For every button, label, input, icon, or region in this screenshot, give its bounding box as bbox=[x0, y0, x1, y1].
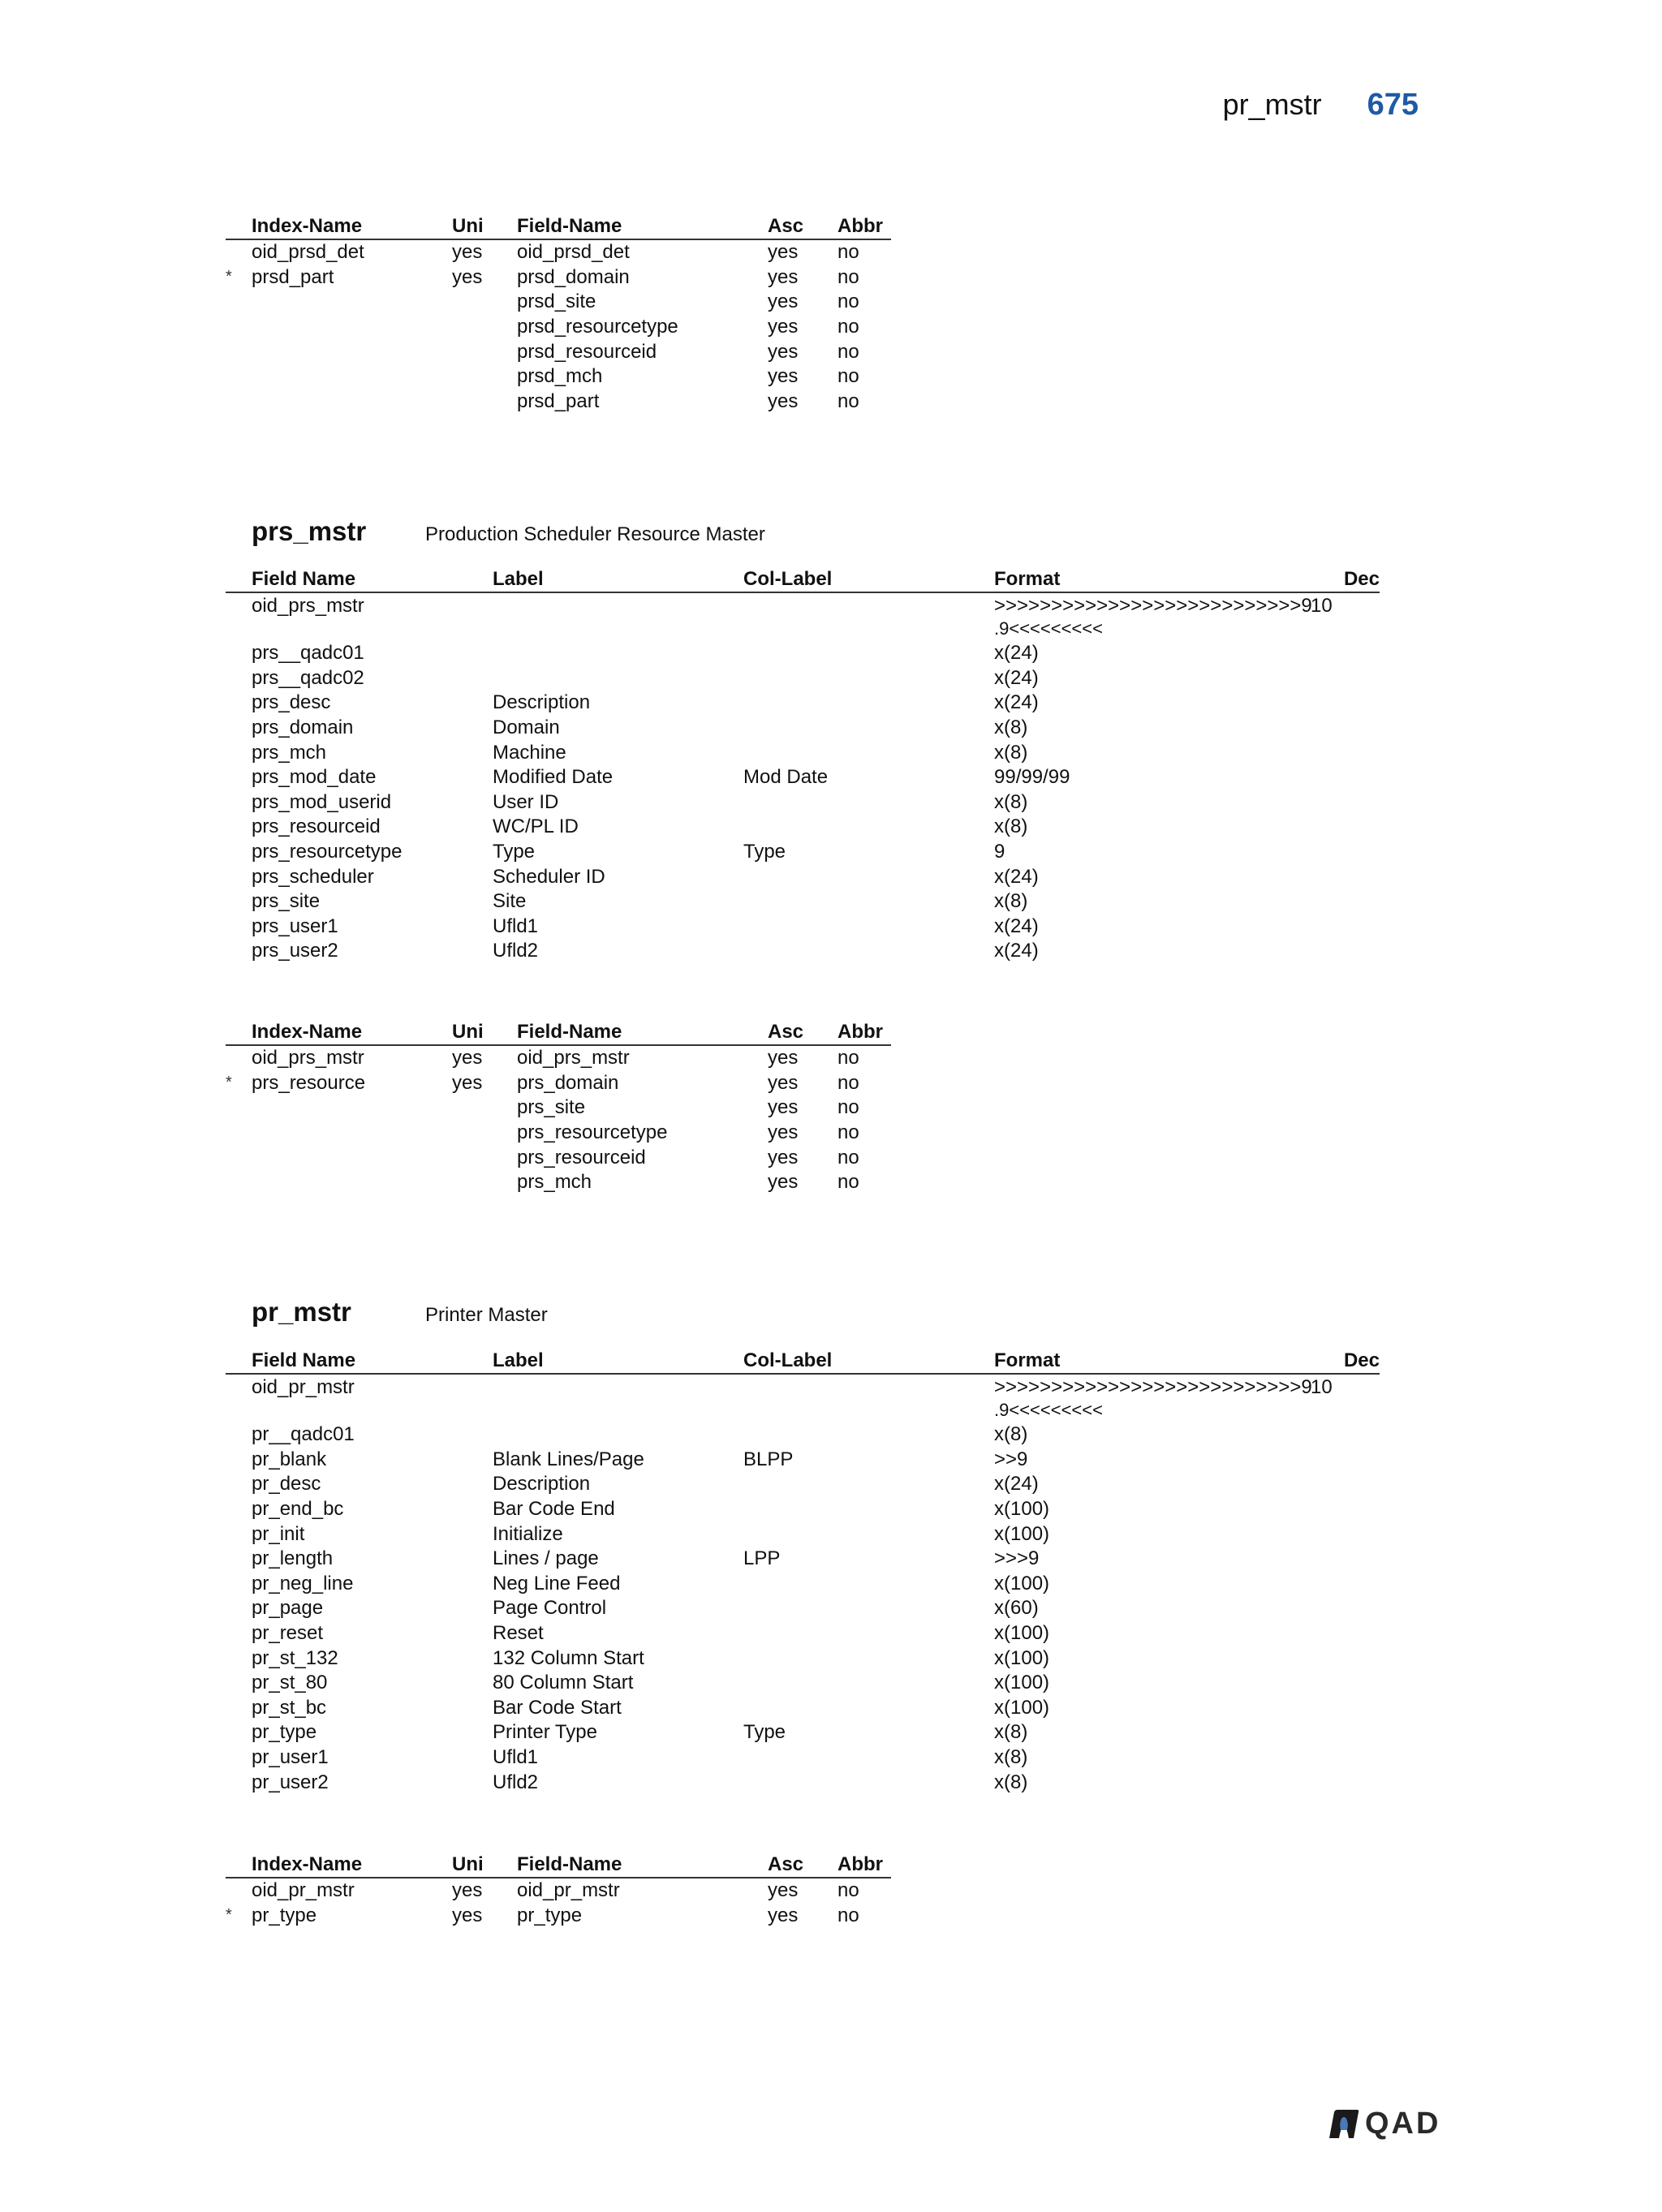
field-name: pr_type bbox=[252, 1721, 317, 1744]
field-format bbox=[994, 595, 1311, 640]
abbreviated-flag: no bbox=[837, 241, 859, 264]
field-row bbox=[226, 765, 1380, 790]
field-format: x(8) bbox=[994, 717, 1028, 739]
index-row bbox=[226, 240, 891, 265]
field-row bbox=[226, 939, 1380, 964]
field-format: x(8) bbox=[994, 1721, 1028, 1744]
field-label: Page Control bbox=[493, 1597, 607, 1620]
index-field-name: prsd_domain bbox=[517, 265, 630, 288]
column-label: Type bbox=[743, 1721, 786, 1744]
prs-index-table bbox=[226, 1018, 891, 1195]
field-format: x(8) bbox=[994, 790, 1028, 813]
column-header: Abbr bbox=[837, 1021, 883, 1043]
field-row bbox=[226, 1422, 1380, 1448]
field-name: pr_desc bbox=[252, 1473, 321, 1495]
column-header: Index-Name bbox=[252, 1021, 363, 1043]
field-row bbox=[226, 641, 1380, 666]
field-format: x(100) bbox=[994, 1672, 1050, 1694]
field-row bbox=[226, 1547, 1380, 1572]
field-row bbox=[226, 1472, 1380, 1497]
field-row bbox=[226, 840, 1380, 865]
ascending-flag: yes bbox=[768, 1096, 799, 1119]
field-name: pr_page bbox=[252, 1597, 324, 1620]
field-format: 99/99/99 bbox=[994, 766, 1070, 789]
field-row bbox=[226, 1671, 1380, 1696]
field-format: x(100) bbox=[994, 1498, 1050, 1521]
field-label: Bar Code Start bbox=[493, 1696, 622, 1719]
index-row bbox=[226, 265, 891, 290]
unique-flag: yes bbox=[452, 1047, 483, 1069]
field-name: pr_blank bbox=[252, 1448, 327, 1470]
field-name: prs_domain bbox=[252, 717, 354, 739]
page-number: 675 bbox=[1367, 88, 1419, 122]
column-header: Asc bbox=[768, 1853, 804, 1875]
field-name: prs_desc bbox=[252, 691, 331, 714]
ascending-flag: yes bbox=[768, 365, 799, 388]
format-line: .9<<<<<<<<< bbox=[994, 618, 1103, 639]
index-row bbox=[226, 1904, 891, 1929]
ascending-flag: yes bbox=[768, 290, 799, 313]
column-header: Abbr bbox=[837, 1853, 883, 1875]
field-row bbox=[226, 790, 1380, 816]
column-header: Field Name bbox=[252, 568, 356, 590]
field-label: Description bbox=[493, 691, 591, 714]
column-label: Mod Date bbox=[743, 766, 829, 789]
field-format: x(8) bbox=[994, 1746, 1028, 1769]
field-row bbox=[226, 1621, 1380, 1646]
field-row bbox=[226, 889, 1380, 914]
column-header: Uni bbox=[452, 1021, 484, 1043]
column-header: Field Name bbox=[252, 1349, 356, 1371]
unique-flag: yes bbox=[452, 1071, 483, 1094]
abbreviated-flag: no bbox=[837, 1879, 859, 1902]
ascending-flag: yes bbox=[768, 316, 799, 338]
field-name: pr_st_80 bbox=[252, 1672, 328, 1694]
primary-index-marker: * bbox=[226, 1074, 232, 1092]
ascending-flag: yes bbox=[768, 241, 799, 264]
qad-logo bbox=[1328, 2107, 1440, 2141]
field-format bbox=[994, 1376, 1311, 1422]
column-header: Dec bbox=[1343, 568, 1380, 590]
field-format: x(24) bbox=[994, 865, 1039, 888]
field-row bbox=[226, 1596, 1380, 1621]
abbreviated-flag: no bbox=[837, 340, 859, 363]
index-row bbox=[226, 339, 891, 364]
index-field-name: prsd_resourceid bbox=[517, 340, 657, 363]
index-row bbox=[226, 315, 891, 340]
field-label: Printer Type bbox=[493, 1721, 597, 1744]
field-name: prs_mod_date bbox=[252, 766, 377, 789]
field-row bbox=[226, 1646, 1380, 1671]
field-header-row bbox=[226, 1347, 1380, 1375]
primary-index-marker: * bbox=[226, 268, 232, 286]
abbreviated-flag: no bbox=[837, 1904, 859, 1926]
index-row bbox=[226, 1170, 891, 1195]
ascending-flag: yes bbox=[768, 1121, 799, 1144]
index-row bbox=[226, 389, 891, 415]
table-name: pr_mstr bbox=[252, 1297, 351, 1327]
abbreviated-flag: no bbox=[837, 1171, 859, 1194]
column-header: Format bbox=[994, 1349, 1061, 1371]
field-name: prs_resourcetype bbox=[252, 841, 403, 863]
index-name: oid_pr_mstr bbox=[252, 1879, 355, 1902]
column-label: Type bbox=[743, 841, 786, 863]
field-name: prs_user2 bbox=[252, 940, 338, 962]
field-row bbox=[226, 914, 1380, 940]
field-format: >>>9 bbox=[994, 1547, 1040, 1570]
field-name: prs_site bbox=[252, 890, 321, 913]
ascending-flag: yes bbox=[768, 1904, 799, 1926]
field-row bbox=[226, 1375, 1380, 1422]
abbreviated-flag: no bbox=[837, 389, 859, 412]
prs-field-table bbox=[226, 566, 1380, 964]
abbreviated-flag: no bbox=[837, 1096, 859, 1119]
field-row bbox=[226, 593, 1380, 641]
field-label: Reset bbox=[493, 1622, 544, 1645]
column-header: Uni bbox=[452, 1853, 484, 1875]
column-header: Format bbox=[994, 568, 1061, 590]
abbreviated-flag: no bbox=[837, 1121, 859, 1144]
index-name: prs_resource bbox=[252, 1071, 366, 1094]
ascending-flag: yes bbox=[768, 340, 799, 363]
field-label: Ufld1 bbox=[493, 914, 539, 937]
field-format: x(24) bbox=[994, 642, 1039, 665]
field-format: x(24) bbox=[994, 940, 1039, 962]
header-title: pr_mstr bbox=[1222, 88, 1322, 121]
logo-text: QAD bbox=[1365, 2107, 1441, 2141]
column-header: Index-Name bbox=[252, 1853, 363, 1875]
field-row bbox=[226, 1770, 1380, 1795]
ascending-flag: yes bbox=[768, 389, 799, 412]
column-header: Col-Label bbox=[743, 568, 833, 590]
index-field-name: oid_prs_mstr bbox=[517, 1047, 630, 1069]
field-name: pr_length bbox=[252, 1547, 334, 1570]
field-name: pr_end_bc bbox=[252, 1498, 344, 1521]
field-label: Ufld2 bbox=[493, 940, 539, 962]
index-name: pr_type bbox=[252, 1904, 317, 1926]
index-name: prsd_part bbox=[252, 265, 334, 288]
index-field-name: oid_prsd_det bbox=[517, 241, 630, 264]
field-row bbox=[226, 1448, 1380, 1473]
format-line: >>>>>>>>>>>>>>>>>>>>>>>>>>>9 bbox=[994, 595, 1312, 617]
field-name: pr__qadc01 bbox=[252, 1423, 355, 1446]
column-header: Field-Name bbox=[517, 1853, 622, 1875]
index-name: oid_prsd_det bbox=[252, 241, 364, 264]
field-row bbox=[226, 1497, 1380, 1522]
index-field-name: prs_domain bbox=[517, 1071, 619, 1094]
column-label: LPP bbox=[743, 1547, 781, 1570]
field-row bbox=[226, 691, 1380, 716]
field-format: >>9 bbox=[994, 1448, 1028, 1470]
index-row bbox=[226, 1046, 891, 1071]
field-format: x(24) bbox=[994, 691, 1039, 714]
index-row bbox=[226, 1121, 891, 1146]
index-row bbox=[226, 1095, 891, 1121]
table-description: Production Scheduler Resource Master bbox=[425, 523, 765, 545]
column-header: Field-Name bbox=[517, 1021, 622, 1043]
pr-index-table bbox=[226, 1851, 891, 1928]
format-line: .9<<<<<<<<< bbox=[994, 1400, 1103, 1420]
field-label: Site bbox=[493, 890, 527, 913]
field-name: prs_mch bbox=[252, 741, 327, 764]
field-label: 132 Column Start bbox=[493, 1646, 644, 1669]
primary-index-marker: * bbox=[226, 1906, 232, 1925]
column-header: Asc bbox=[768, 215, 804, 237]
field-format: x(100) bbox=[994, 1622, 1050, 1645]
field-name: prs_user1 bbox=[252, 914, 338, 937]
field-format: x(100) bbox=[994, 1572, 1050, 1594]
index-name: oid_prs_mstr bbox=[252, 1047, 364, 1069]
column-header: Field-Name bbox=[517, 215, 622, 237]
index-header-row bbox=[226, 1018, 891, 1046]
ascending-flag: yes bbox=[768, 1047, 799, 1069]
field-label: WC/PL ID bbox=[493, 816, 579, 838]
field-label: User ID bbox=[493, 790, 559, 813]
index-row bbox=[226, 1878, 891, 1904]
unique-flag: yes bbox=[452, 265, 483, 288]
field-label: Neg Line Feed bbox=[493, 1572, 621, 1594]
index-field-name: prs_site bbox=[517, 1096, 586, 1119]
field-name: prs__qadc02 bbox=[252, 666, 364, 689]
field-format: x(100) bbox=[994, 1522, 1050, 1545]
format-line: >>>>>>>>>>>>>>>>>>>>>>>>>>>9 bbox=[994, 1376, 1312, 1398]
column-label: BLPP bbox=[743, 1448, 794, 1470]
index-header-row bbox=[226, 1851, 891, 1878]
field-row bbox=[226, 1745, 1380, 1771]
field-format: x(100) bbox=[994, 1696, 1050, 1719]
field-label: Ufld1 bbox=[493, 1746, 539, 1769]
field-name: pr_neg_line bbox=[252, 1572, 354, 1594]
field-name: pr_init bbox=[252, 1522, 305, 1545]
field-format: x(24) bbox=[994, 1473, 1039, 1495]
index-field-name: prsd_mch bbox=[517, 365, 603, 388]
index-field-name: prsd_site bbox=[517, 290, 596, 313]
qad-logo-icon bbox=[1328, 2109, 1360, 2140]
field-format: x(8) bbox=[994, 1771, 1028, 1793]
field-name: prs_scheduler bbox=[252, 865, 374, 888]
field-format: x(100) bbox=[994, 1646, 1050, 1669]
field-row bbox=[226, 864, 1380, 889]
field-name: pr_reset bbox=[252, 1622, 324, 1645]
abbreviated-flag: no bbox=[837, 265, 859, 288]
field-label: Scheduler ID bbox=[493, 865, 605, 888]
table-name: prs_mstr bbox=[252, 516, 367, 546]
field-row bbox=[226, 666, 1380, 691]
index-row bbox=[226, 1071, 891, 1096]
field-name: pr_user1 bbox=[252, 1746, 329, 1769]
ascending-flag: yes bbox=[768, 1146, 799, 1168]
unique-flag: yes bbox=[452, 241, 483, 264]
field-label: Modified Date bbox=[493, 766, 614, 789]
ascending-flag: yes bbox=[768, 1879, 799, 1902]
field-name: prs_mod_userid bbox=[252, 790, 392, 813]
index-field-name: prs_resourceid bbox=[517, 1146, 646, 1168]
column-header: Uni bbox=[452, 215, 484, 237]
ascending-flag: yes bbox=[768, 1171, 799, 1194]
field-header-row bbox=[226, 566, 1380, 593]
index-field-name: prs_mch bbox=[517, 1171, 592, 1194]
field-label: 80 Column Start bbox=[493, 1672, 634, 1694]
index-field-name: prs_resourcetype bbox=[517, 1121, 668, 1144]
field-row bbox=[226, 815, 1380, 840]
field-name: pr_user2 bbox=[252, 1771, 329, 1793]
pr-field-table bbox=[226, 1347, 1380, 1795]
ascending-flag: yes bbox=[768, 265, 799, 288]
field-row bbox=[226, 1521, 1380, 1547]
abbreviated-flag: no bbox=[837, 316, 859, 338]
field-row bbox=[226, 740, 1380, 765]
abbreviated-flag: no bbox=[837, 290, 859, 313]
field-label: Machine bbox=[493, 741, 566, 764]
field-label: Ufld2 bbox=[493, 1771, 539, 1793]
field-format: x(24) bbox=[994, 914, 1039, 937]
field-label: Domain bbox=[493, 717, 560, 739]
field-label: Bar Code End bbox=[493, 1498, 615, 1521]
index-row bbox=[226, 290, 891, 315]
field-name: pr_st_132 bbox=[252, 1646, 338, 1669]
column-header: Asc bbox=[768, 1021, 804, 1043]
index-row bbox=[226, 1145, 891, 1170]
field-label: Type bbox=[493, 841, 536, 863]
field-format: x(8) bbox=[994, 1423, 1028, 1446]
field-label: Lines / page bbox=[493, 1547, 599, 1570]
field-format: x(60) bbox=[994, 1597, 1039, 1620]
column-header: Label bbox=[493, 1349, 544, 1371]
field-row bbox=[226, 1696, 1380, 1721]
field-name: pr_st_bc bbox=[252, 1696, 327, 1719]
field-row bbox=[226, 716, 1380, 741]
abbreviated-flag: no bbox=[837, 1047, 859, 1069]
column-header: Abbr bbox=[837, 215, 883, 237]
field-label: Initialize bbox=[493, 1522, 563, 1545]
field-format: 9 bbox=[994, 841, 1005, 863]
ascending-flag: yes bbox=[768, 1071, 799, 1094]
unique-flag: yes bbox=[452, 1904, 483, 1926]
abbreviated-flag: no bbox=[837, 365, 859, 388]
section-title-prs-mstr bbox=[252, 516, 765, 547]
decimals: 10 bbox=[1311, 595, 1333, 617]
index-row bbox=[226, 364, 891, 389]
column-header: Col-Label bbox=[743, 1349, 833, 1371]
index-field-name: prsd_resourcetype bbox=[517, 316, 678, 338]
abbreviated-flag: no bbox=[837, 1146, 859, 1168]
prsd-index-table bbox=[226, 213, 891, 414]
unique-flag: yes bbox=[452, 1879, 483, 1902]
field-name: prs__qadc01 bbox=[252, 642, 364, 665]
index-field-name: oid_pr_mstr bbox=[517, 1879, 620, 1902]
table-description: Printer Master bbox=[425, 1304, 548, 1326]
field-name: oid_pr_mstr bbox=[252, 1376, 355, 1398]
page-header bbox=[1223, 88, 1419, 123]
field-format: x(8) bbox=[994, 741, 1028, 764]
index-field-name: pr_type bbox=[517, 1904, 583, 1926]
field-row bbox=[226, 1572, 1380, 1597]
field-format: x(8) bbox=[994, 890, 1028, 913]
section-title-pr-mstr bbox=[252, 1297, 548, 1328]
field-row bbox=[226, 1720, 1380, 1745]
decimals: 10 bbox=[1311, 1376, 1333, 1398]
index-field-name: prsd_part bbox=[517, 389, 600, 412]
column-header: Label bbox=[493, 568, 544, 590]
abbreviated-flag: no bbox=[837, 1071, 859, 1094]
field-name: oid_prs_mstr bbox=[252, 595, 364, 617]
field-name: prs_resourceid bbox=[252, 816, 381, 838]
field-format: x(8) bbox=[994, 816, 1028, 838]
column-header: Dec bbox=[1343, 1349, 1380, 1371]
column-header: Index-Name bbox=[252, 215, 363, 237]
field-label: Blank Lines/Page bbox=[493, 1448, 644, 1470]
field-format: x(24) bbox=[994, 666, 1039, 689]
field-label: Description bbox=[493, 1473, 591, 1495]
index-header-row bbox=[226, 213, 891, 240]
